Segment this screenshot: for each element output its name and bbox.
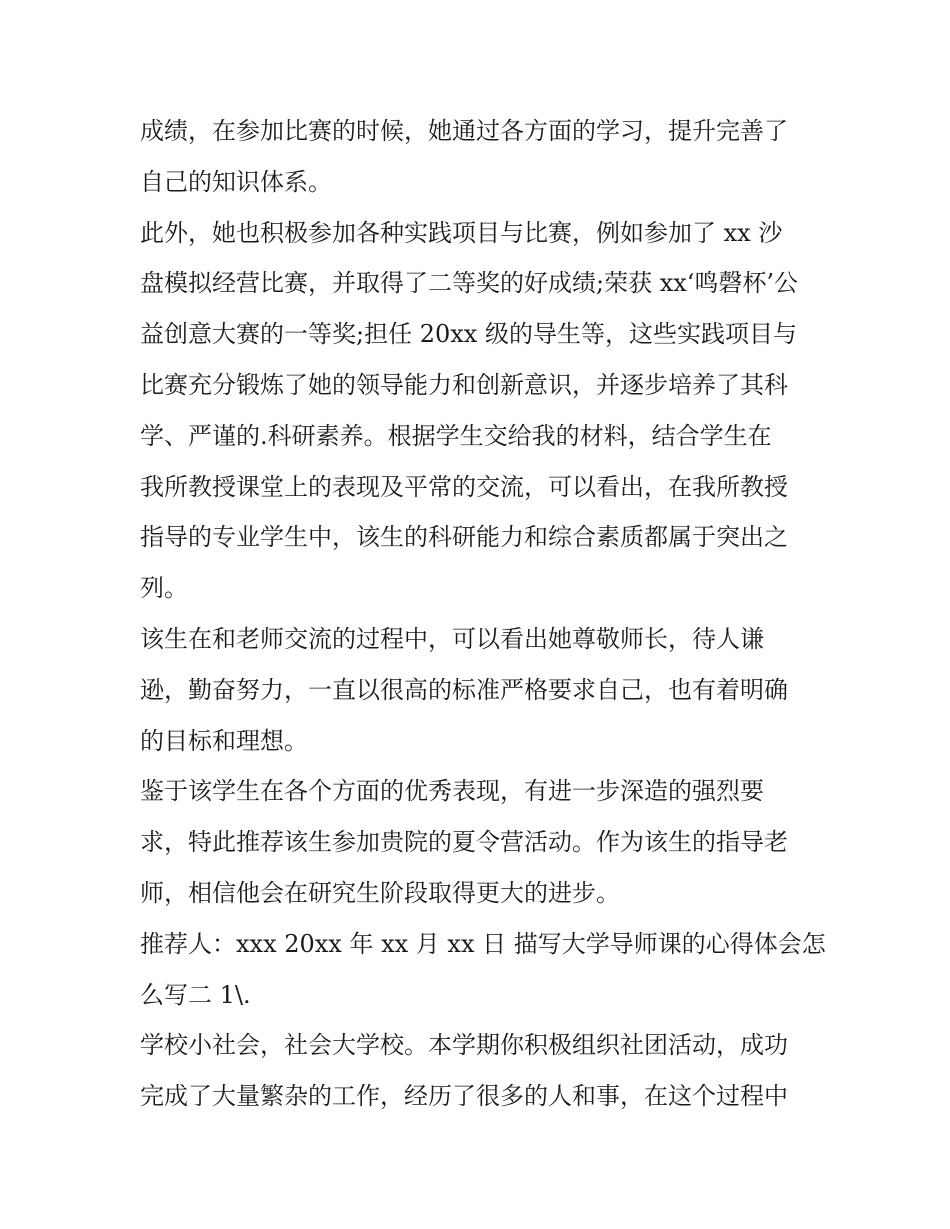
text-line: 我所教授课堂上的表现及平常的交流，可以看出，在我所教授 [140,472,788,501]
text-line: 学、严谨的.科研素养。根据学生交给我的材料，结合学生在 [140,421,772,450]
text-line: 盘模拟经营比赛，并取得了二等奖的好成绩;荣获 xx‘鸣磬杯’公 [140,269,799,298]
body-text [140,106,830,1122]
text-line: 学校小社会，社会大学校。本学期你积极组织社团活动，成功 [140,1031,788,1060]
text-line: 比赛充分锻炼了她的领导能力和创新意识，并逐步培养了其科 [140,370,788,399]
text-line: 自己的知识体系。 [140,167,332,196]
text-line: 的目标和理想。 [140,726,308,755]
text-line: 列。 [140,574,188,603]
text-line: 此外，她也积极参加各种实践项目与比赛，例如参加了 xx 沙 [140,218,783,247]
text-line: 鉴于该学生在各个方面的优秀表现，有进一步深造的强烈要 [140,777,764,806]
text-line: 该生在和老师交流的过程中，可以看出她尊敬师长，待人谦 [140,624,764,653]
text-line: 么写二 1\. [140,980,251,1009]
text-line: 成绩，在参加比赛的时候，她通过各方面的学习，提升完善了 [140,117,788,145]
text-line: 完成了大量繁杂的工作，经历了很多的人和事，在这个过程中 [140,1082,788,1111]
text-line: 逊，勤奋努力，一直以很高的标准严格要求自己，也有着明确 [140,675,788,704]
text-line: 指导的专业学生中，该生的科研能力和综合素质都属于突出之 [140,523,788,552]
text-line: 求，特此推荐该生参加贵院的夏令营活动。作为该生的指导老 [140,828,788,857]
text-line: 师，相信他会在研究生阶段取得更大的进步。 [140,878,620,907]
text-line: 益创意大赛的一等奖;担任 20xx 级的导生等，这些实践项目与 [140,320,797,349]
text-line: 推荐人：xxx 20xx 年 xx 月 xx 日 描写大学导师课的心得体会怎 [140,929,826,958]
